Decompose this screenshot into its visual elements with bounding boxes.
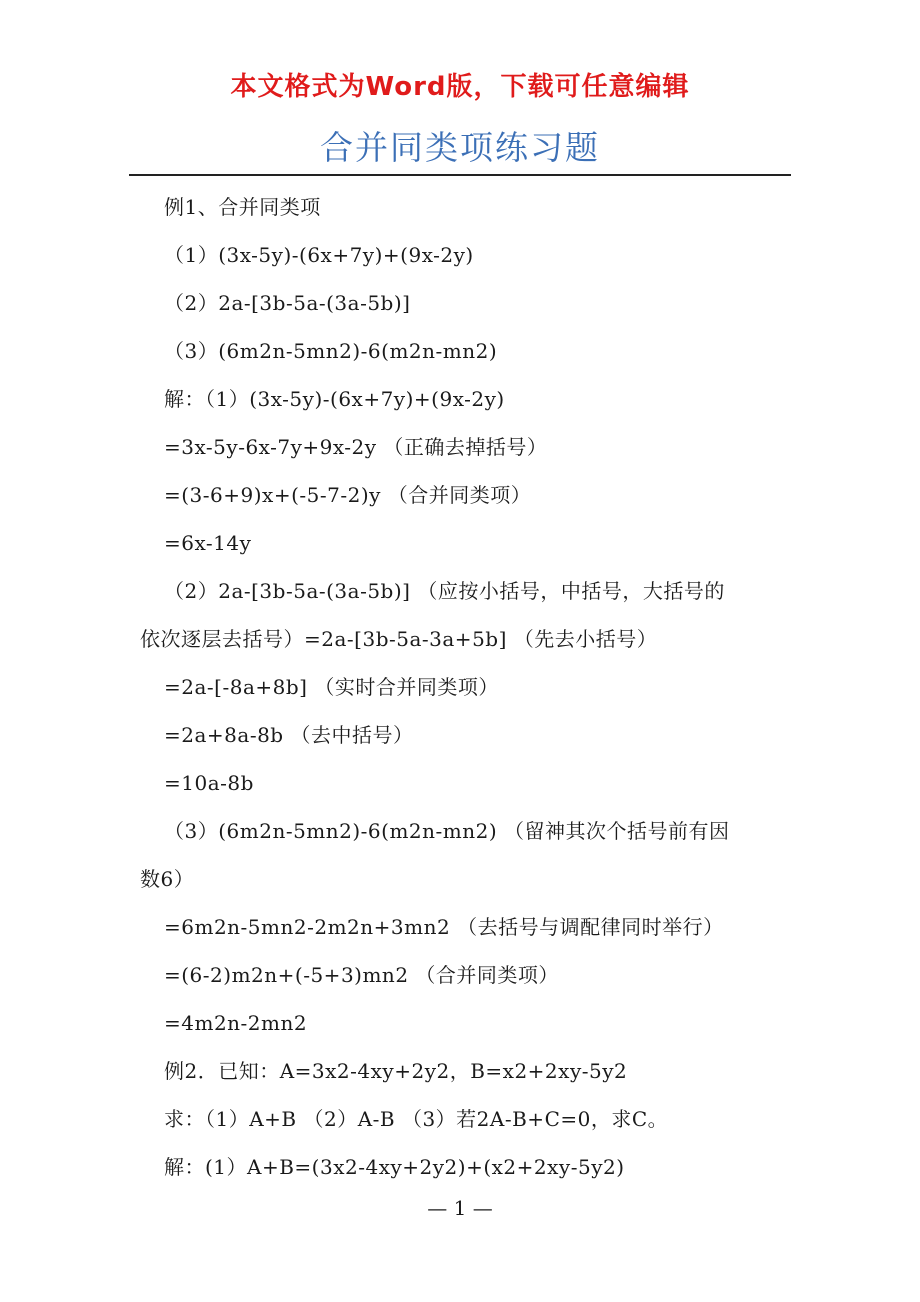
solution-3-start: （3）(6m2n-5mn2)-6(m2n-mn2) （留神其次个括号前有因	[164, 819, 730, 843]
solution-2-continued: 依次逐层去括号）=2a-[3b-5a-3a+5b] （先去小括号）	[140, 627, 658, 651]
problem-3: （3）(6m2n-5mn2)-6(m2n-mn2)	[164, 339, 498, 363]
problem-2: （2）2a-[3b-5a-(3a-5b)]	[164, 291, 411, 315]
format-notice-banner: 本文格式为Word版，下载可任意编辑	[230, 72, 690, 102]
example-2-heading: 例2．已知：A=3x2-4xy+2y2，B=x2+2xy-5y2	[164, 1059, 628, 1083]
solution-2-step-2: =2a-[-8a+8b] （实时合并同类项）	[164, 675, 499, 699]
solution-3-step-1: =6m2n-5mn2-2m2n+3mn2 （去括号与调配律同时举行）	[164, 915, 724, 939]
title-divider	[129, 174, 791, 176]
solution-1-start: 解：（1）(3x-5y)-(6x+7y)+(9x-2y)	[164, 387, 505, 411]
solution-3-continued: 数6）	[140, 867, 195, 891]
solution-2-start: （2）2a-[3b-5a-(3a-5b)] （应按小括号，中括号，大括号的	[164, 579, 725, 603]
solution-1-step-2: =(3-6+9)x+(-5-7-2)y （合并同类项）	[164, 483, 532, 507]
solution-3-result: =4m2n-2mn2	[164, 1011, 308, 1035]
solution-2-result: =10a-8b	[164, 771, 254, 795]
solution-1-step-1: =3x-5y-6x-7y+9x-2y （正确去掉括号）	[164, 435, 548, 459]
example-1-heading: 例1、合并同类项	[164, 195, 321, 219]
problem-1: （1）(3x-5y)-(6x+7y)+(9x-2y)	[164, 243, 474, 267]
example-2-solution-start: 解：(1）A+B=(3x2-4xy+2y2)+(x2+2xy-5y2)	[164, 1155, 625, 1179]
solution-3-step-2: =(6-2)m2n+(-5+3)mn2 （合并同类项）	[164, 963, 559, 987]
solution-1-result: =6x-14y	[164, 531, 252, 555]
example-2-question: 求：（1）A+B （2）A-B （3）若2A-B+C=0，求C。	[164, 1107, 669, 1131]
document-body	[140, 183, 785, 1191]
page-number: — 1 —	[427, 1196, 493, 1220]
document-title: 合并同类项练习题	[320, 128, 600, 167]
solution-2-step-3: =2a+8a-8b （去中括号）	[164, 723, 414, 747]
